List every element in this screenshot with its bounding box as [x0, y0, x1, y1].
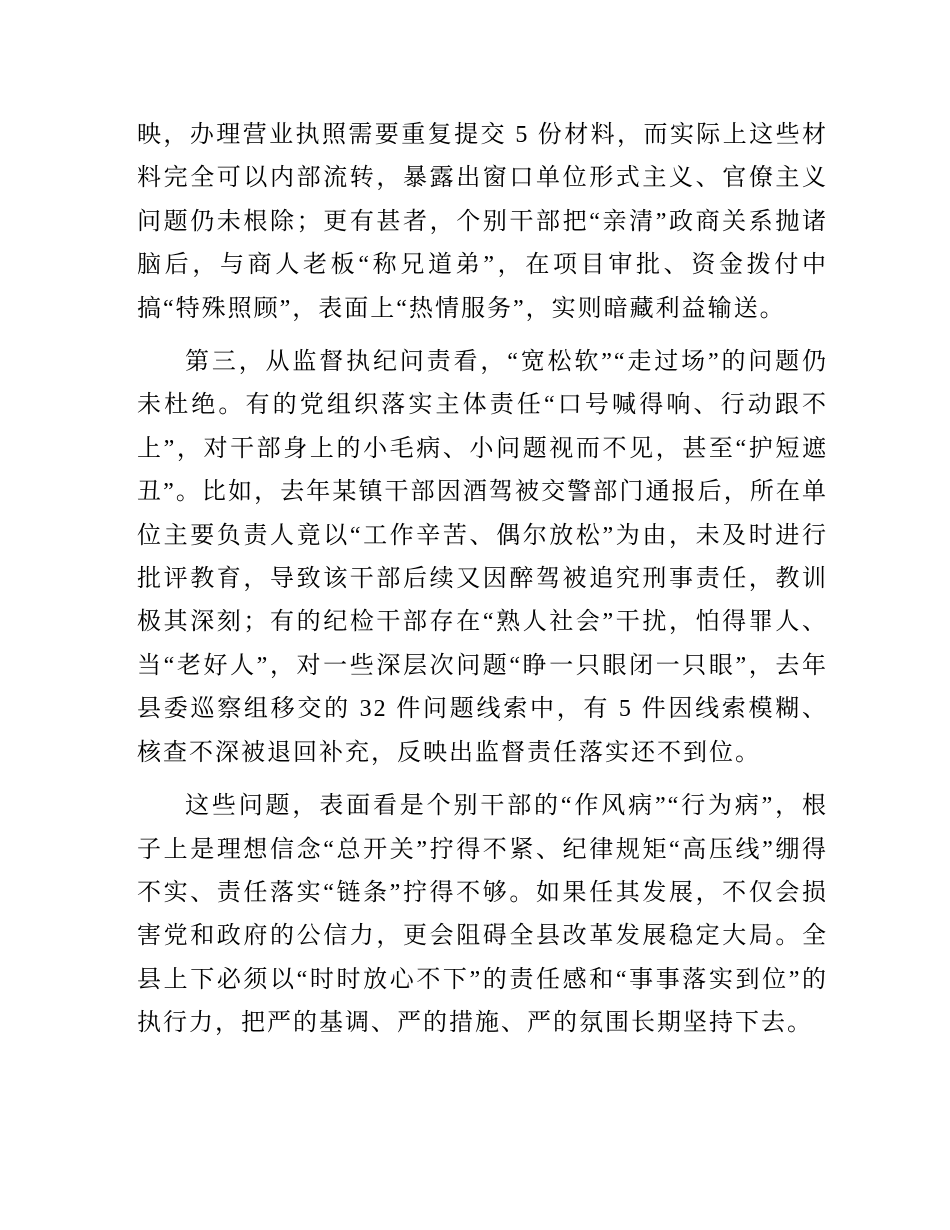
- document-body: [137, 114, 828, 1046]
- paragraph-conclusion: 这些问题，表面看是个别干部的“作风病”“行为病”，根子上是理想信念“总开关”拧得不紧、纪律规矩“高压线”绷得不实、责任落实“链条”拧得不够。如果任其发展，不仅会损害党和政府的公信力，更会阻碍全县改革发展稳定大局。全县上下必须以“时时放心不下”的责任感和“事事落实到位”的执行力，把严的基调、严的措施、严的氛围长期坚持下去。: [137, 793, 828, 1037]
- paragraph-supervision-discipline: 第三，从监督执纪问责看，“宽松软”“走过场”的问题仍未杜绝。有的党组织落实主体责任“口号喊得响、行动跟不上”，对干部身上的小毛病、小问题视而不见，甚至“护短遮丑”。比如，去年某镇干部因酒驾被交警部门通报后，所在单位主要负责人竟以“工作辛苦、偶尔放松”为由，未及时进行批评教育，导致该干部后续又因醉驾被追究刑事责任，教训极其深刻；有的纪检干部存在“熟人社会”干扰，怕得罪人、当“老好人”，对一些深层次问题“睁一只眼闭一只眼”，去年县委巡察组移交的 32 件问题线索中，有 5 件因线索模糊、核查不深被退回补充，反映出监督责任落实还不到位。: [137, 349, 828, 766]
- paragraph-continuation: 映，办理营业执照需要重复提交 5 份材料，而实际上这些材料完全可以内部流转，暴露出窗口单位形式主义、官僚主义问题仍未根除；更有甚者，个别干部把“亲清”政商关系抛诸脑后，与商人老板“称兄道弟”，在项目审批、资金拨付中搞“特殊照顾”，表面上“热情服务”，实则暗藏利益输送。: [137, 122, 828, 322]
